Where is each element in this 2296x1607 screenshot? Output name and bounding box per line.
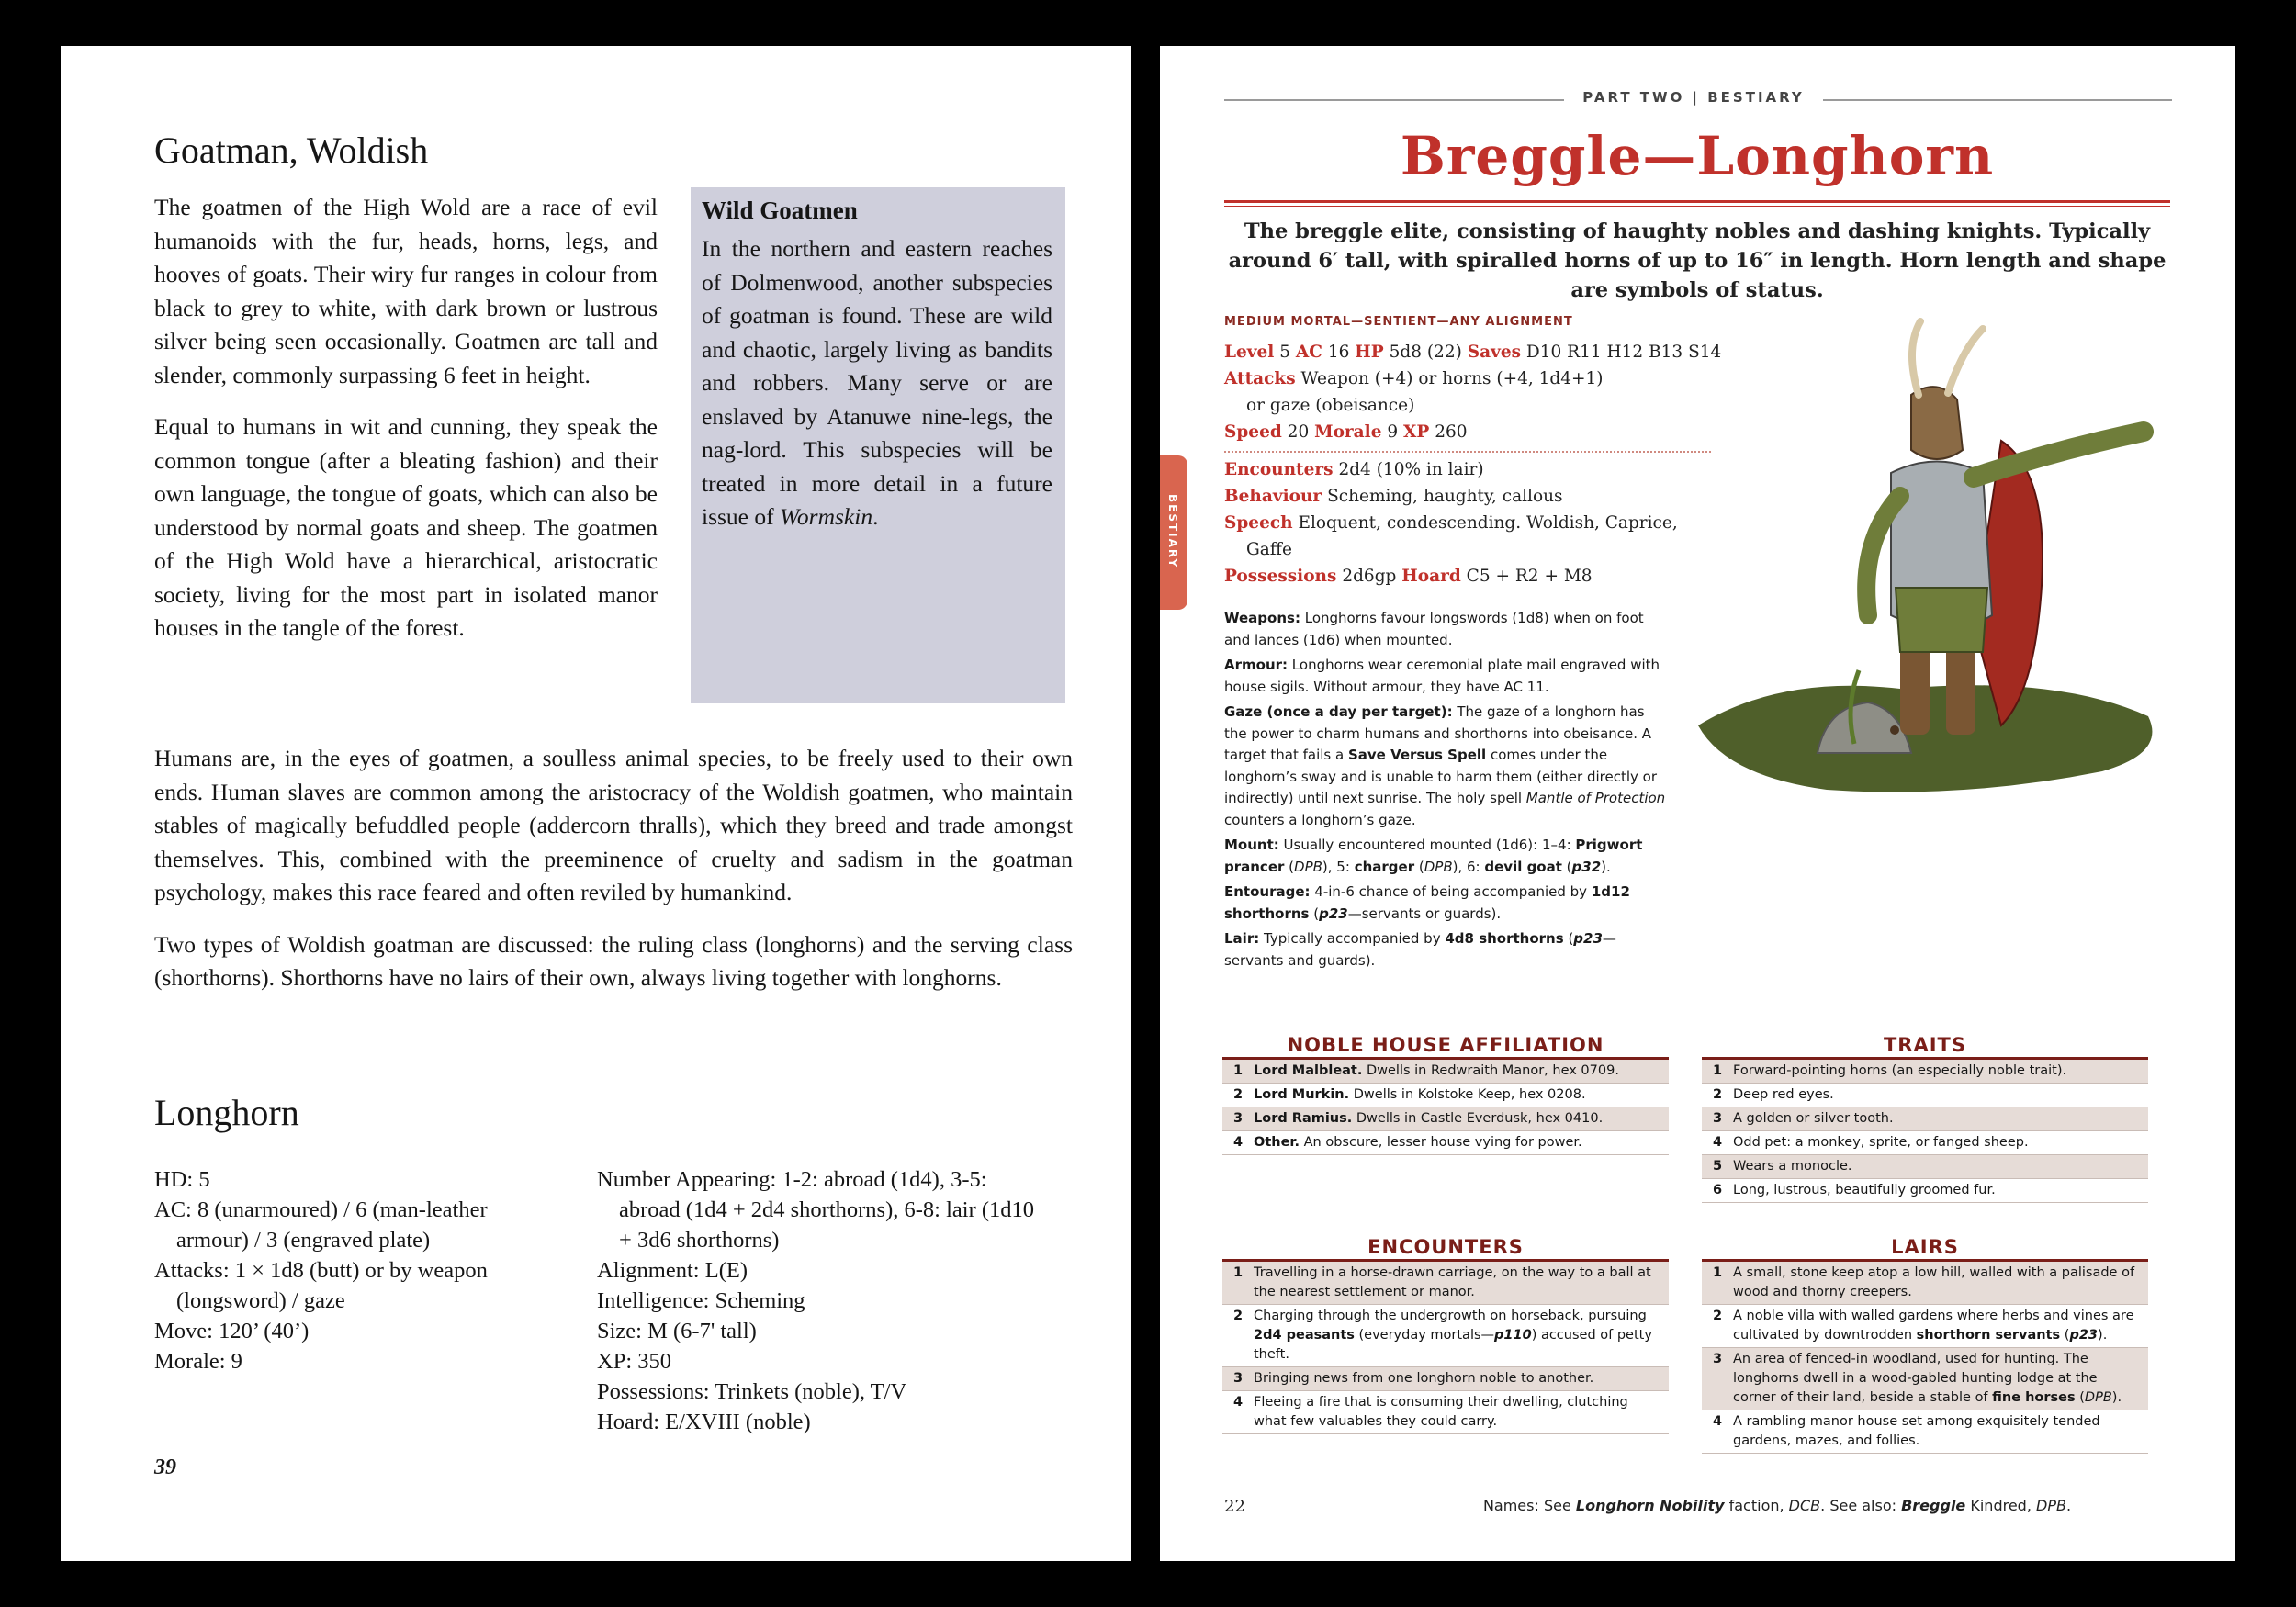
ability-entourage: Entourage: 4-in-6 chance of being accompanied by 1d12 shorthorns (p23—servants or guards). [1224,883,1630,922]
tab-label: BESTIARY [1166,494,1179,569]
paragraph: Humans are, in the eyes of goatmen, a soulless animal species, to be freely used to their own ends. Human slaves are common among the aristocracy of the Woldish goatmen, who maintain stables of magically befuddled people (addercorn thralls), which they breed and trade amongst themselves. This, combined with the preeminence of cruelty and sadism in the goatman psychology, makes this race feared and often reviled by humankind. [154,745,1073,905]
sidebar-title: Wild Goatmen [702,197,858,224]
row-number: 1 [1712,1063,1723,1078]
row-bold: Other. [1254,1135,1300,1150]
ability-bold: 1d12 shorthorns [1224,883,1630,922]
row-text [1254,1307,1669,1365]
table-row [1702,1060,2148,1084]
footer-text: faction, [1724,1497,1789,1514]
table-row [1222,1305,1669,1367]
stat-line: Alignment: L(E) [597,1258,748,1283]
row-italic: DPB [2084,1390,2112,1405]
ability-mount: Mount: Usually encountered mounted (1d6): 1–4: Prigwort prancer (DPB), 5: charger (DPB), 6: devil goat (p32). [1224,837,1643,875]
ability-italic: DPB [1424,858,1453,875]
stat-key: Encounters [1224,460,1334,479]
table-row [1222,1391,1669,1434]
title-rule-thin [1224,206,2170,207]
stat-key: Morale [1314,422,1382,442]
row-number: 2 [1232,1309,1244,1323]
row-text: Forward-pointing horns (an especially noble trait). [1733,1063,2067,1078]
row-bold: shorthorn servants [1916,1328,2061,1343]
stat-value: C5 + R2 + M8 [1466,567,1593,586]
sidebar-text [702,232,1052,534]
row-text: A rambling manor house set among exquisitely tended gardens, mazes, and follies. [1733,1414,2100,1448]
row-body: Dwells in Kolstoke Keep, hex 0208. [1349,1087,1586,1102]
footer-ref: DCB [1788,1497,1821,1514]
ability-text: ), 6: [1452,858,1485,875]
footer-text: . See also: [1820,1497,1902,1514]
ability-bold: 4d8 shorthorns [1445,930,1564,947]
stat-line-level [1224,339,1729,365]
page-number: 22 [1224,1497,1245,1516]
stat-value: 260 [1435,422,1468,442]
stat-key: Attacks [1224,369,1296,388]
header-rule-left [1224,99,1564,101]
stat-key: Speech [1224,513,1293,533]
stat-line-speed [1224,419,1729,445]
ability-weapons [1224,608,1667,651]
lairs-table [1702,1236,2148,1454]
ability-key: Weapons: [1224,610,1300,626]
row-text: Fleeing a fire that is consuming their dwelling, clutching what few valuables they could carry. [1254,1395,1628,1429]
stat-value: Eloquent, condescending. Woldish, Caprice, [1298,513,1678,533]
paragraph: The goatmen of the High Wold are a race of evil humanoids with the fur, heads, horns, legs, and hooves of goats. Their wiry fur ranges in colour from black to grey to white, with dark brown or lustrous silver being seen occasionally. Goatmen are tall and slender, commonly surpassing 6 feet in height. [154,194,658,388]
row-number: 1 [1232,1063,1244,1078]
row-body: An obscure, lesser house vying for power. [1300,1135,1582,1150]
wide-text [154,742,1073,1014]
row-text: Travelling in a horse-drawn carriage, on the way to a ball at the nearest settlement or manor. [1254,1265,1651,1299]
stat-value: 16 [1327,343,1350,362]
row-number: 3 [1232,1371,1244,1386]
stat-line-encounters [1224,456,1729,483]
table-row [1702,1410,2148,1454]
table-row [1222,1084,1669,1107]
ability-text: Typically accompanied by [1259,930,1446,947]
ability-key: Mount: [1224,837,1279,853]
row-text [1254,1109,1669,1129]
stat-line-speech-cont: Gaffe [1246,540,1292,559]
row-bold: fine horses [1992,1390,2076,1405]
ability-text: 4-in-6 chance of being accompanied by [1310,883,1592,900]
row-text: Odd pet: a monkey, sprite, or fanged sheep. [1733,1135,2029,1150]
footer-ref: Longhorn Nobility [1575,1497,1725,1514]
table-row [1702,1262,2148,1305]
page-number: 39 [154,1455,176,1479]
row-bold: Lord Murkin. [1254,1087,1350,1102]
row-number: 5 [1712,1159,1723,1174]
row-text: An area of fenced-in woodland, used for hunting. The longhorns dwell in a wood-gabled hunting lodge at the corner of their land, beside a stable of fine horses (DPB). [1733,1352,2122,1405]
stat-line-attacks-cont: or gaze (obeisance) [1246,396,1415,415]
stat-value: 20 [1287,422,1310,442]
ability-text: Longhorns favour longswords (1d8) when on foot and lances (1d6) when mounted. [1224,610,1644,648]
ability-text: Longhorns wear ceremonial plate mail engraved with house sigils. Without armour, they have AC 11. [1224,657,1660,695]
row-number: 2 [1712,1309,1723,1323]
stat-key: Speed [1224,422,1282,442]
wild-goatmen-sidebar [691,187,1065,703]
row-text: A golden or silver tooth. [1733,1111,1894,1126]
stat-key: Behaviour [1224,487,1322,506]
table-row [1702,1084,2148,1107]
ability-bold: devil goat [1484,858,1562,875]
row-body: (everyday mortals— [1354,1328,1495,1343]
stat-line: AC: 8 (unarmoured) / 6 (man-leather armour) / 3 (engraved plate) [154,1197,488,1253]
left-page [61,46,1131,1561]
ability-text: The gaze of a longhorn has the power to charm humans and shorthorns into obeisance. A target that fails a [1224,703,1652,763]
stat-key: XP [1403,422,1430,442]
ability-text: — servants and guards). [1224,930,1616,969]
table-row [1702,1348,2148,1410]
ability-italic: Mantle of Protection [1525,790,1666,806]
table-title: ENCOUNTERS [1222,1236,1669,1262]
stat-line: Attacks: 1 × 1d8 (butt) or by weapon (longsword) / gaze [154,1258,488,1313]
table-title: TRAITS [1702,1034,2148,1060]
intro-text [154,191,658,664]
row-number: 3 [1712,1111,1723,1126]
stat-line-speech [1224,510,1729,536]
row-bold: Lord Ramius. [1254,1111,1353,1126]
traits-table [1702,1034,2148,1203]
encounters-table [1222,1236,1669,1434]
title-rule [1224,200,2170,203]
stat-block [1224,309,1729,590]
row-body: ) accused of petty theft. [1254,1328,1652,1362]
stat-line: Intelligence: Scheming [597,1288,805,1313]
table-row [1222,1262,1669,1305]
stat-value: 2d6gp [1342,567,1397,586]
stat-line: Hoard: E/XVIII (noble) [597,1410,811,1434]
ability-bold: Save Versus Spell [1347,747,1487,763]
stats-column-right [597,1164,1038,1437]
ability-key: Gaze (once a day per target): [1224,703,1453,720]
row-body: Dwells in Redwraith Manor, hex 0709. [1362,1063,1619,1078]
row-text: A small, stone keep atop a low hill, walled with a palisade of wood and thorny creepers. [1733,1265,2135,1299]
row-bold: Lord Malbleat. [1254,1063,1363,1078]
breggle-illustration [1671,312,2185,1028]
stat-line: Possessions: Trinkets (noble), T/V [597,1379,907,1404]
table-row [1222,1367,1669,1391]
monster-title: Breggle—Longhorn [1400,125,1995,187]
table-row [1222,1107,1669,1131]
footer-note [1401,1497,2154,1514]
footer-text: Kindred, [1965,1497,2036,1514]
row-text: Long, lustrous, beautifully groomed fur. [1733,1183,1996,1197]
ability-text: counters a longhorn’s gaze. [1224,811,1416,828]
stat-key: AC [1295,343,1322,362]
stat-line-possessions [1224,563,1729,590]
stat-value: 5d8 (22) [1389,343,1462,362]
row-number: 4 [1232,1135,1244,1150]
stat-line: HD: 5 [154,1167,210,1192]
sidebar-body: In the northern and eastern reaches of Dolmenwood, another subspecies of goatman is found. These are wild and chaotic, largely living as bandits and robbers. Many serve or are enslaved by Atanuwe nine-legs, the nag-lord. This subspecies will be treated in more detail in a future issue of [702,235,1052,530]
row-body: An area of fenced-in woodland, used for hunting. The longhorns dwell in a wood-gabled hunting lodge at the corner of their land, beside a stable of [1733,1352,2098,1405]
row-text: Wears a monocle. [1733,1159,1852,1174]
bestiary-tab[interactable] [1160,455,1187,610]
row-number: 4 [1712,1135,1723,1150]
row-body: Charging through the undergrowth on horseback, pursuing [1254,1309,1647,1323]
row-number: 3 [1232,1111,1244,1126]
table-title: LAIRS [1702,1236,2148,1262]
table-row [1702,1131,2148,1155]
row-text [1254,1062,1669,1081]
stat-key: Possessions [1224,567,1337,586]
stat-value: Weapon (+4) or horns (+4, 1d4+1) [1300,369,1604,388]
ability-italic: p23 [1319,905,1348,922]
running-head: PART TWO | BESTIARY [1582,89,1805,106]
row-italic: p110 [1494,1328,1532,1343]
row-body: Dwells in Castle Everdusk, hex 0410. [1352,1111,1604,1126]
sidebar-em: Wormskin [780,503,873,530]
row-number: 3 [1712,1352,1723,1366]
table-row [1222,1131,1669,1155]
stat-key: Saves [1467,343,1522,362]
stat-key: Level [1224,343,1275,362]
ability-text: comes under the longhorn’s sway and is unable to harm them (either directly or indirectly) until next sunrise. The holy spell [1224,747,1658,806]
noble-house-table [1222,1034,1669,1155]
stat-line-behaviour [1224,483,1729,510]
ability-bold: Prigwort prancer [1224,837,1643,875]
ability-italic: p32 [1571,858,1602,875]
monster-intro: The breggle elite, consisting of haughty nobles and dashing knights. Typically around 6′ tall, with spiralled horns of up to 16″ in length. Horn length and shape are symbols of status. [1228,219,2167,302]
ability-italic: p23 [1573,930,1603,947]
row-number: 4 [1232,1395,1244,1410]
stat-value: 5 [1279,343,1290,362]
footer-text: Names: See [1482,1497,1576,1514]
table-row [1702,1305,2148,1348]
stat-value: D10 R11 H12 B13 S14 [1525,343,1722,362]
ability-italic: DPB [1294,858,1322,875]
ability-gaze [1224,702,1667,831]
row-bold: 2d4 peasants [1254,1328,1355,1343]
special-abilities [1224,608,1667,975]
ability-armour [1224,655,1667,698]
stat-value: Scheming, haughty, callous [1327,487,1563,506]
section-heading: Goatman, Woldish [154,129,429,171]
ability-text: —servants or guards). [1347,905,1502,922]
row-number: 6 [1712,1183,1723,1197]
footer-ref: DPB [2036,1497,2066,1514]
subsection-heading: Longhorn [154,1092,299,1133]
dotted-divider [1224,451,1711,453]
ability-key: Entourage: [1224,883,1311,900]
ability-bold: charger [1354,858,1415,875]
stat-value: 9 [1387,422,1399,442]
footer-ref: Breggle [1901,1497,1966,1514]
ability-text: ), 5: [1322,858,1355,875]
table-row [1702,1155,2148,1179]
stat-value: 2d4 (10% in lair) [1338,460,1484,479]
stat-line: Number Appearing: 1-2: abroad (1d4), 3-5: abroad (1d4 + 2d4 shorthorns), 6-8: lair (1d10 + 3d6 shorthorns) [597,1167,1035,1253]
right-page [1160,46,2235,1561]
ability-lair: Lair: Typically accompanied by 4d8 shorthorns (p23— servants and guards). [1224,930,1616,969]
header-rule-right [1823,99,2172,101]
stat-line: Size: M (6-7' tall) [597,1319,757,1343]
ability-key: Armour: [1224,657,1289,673]
sidebar-end: . [872,503,879,530]
stat-key: HP [1355,343,1384,362]
row-body: A noble villa with walled gardens where herbs and vines are cultivated by downtrodden [1733,1309,2134,1343]
row-text: Deep red eyes. [1733,1087,1834,1102]
row-text [1254,1085,1669,1105]
stats-column-left [154,1164,549,1377]
row-body: ). [2111,1390,2122,1405]
row-text: Bringing news from one longhorn noble to another. [1254,1371,1594,1386]
table-title: NOBLE HOUSE AFFILIATION [1222,1034,1669,1060]
stat-line: Move: 120’ (40’) [154,1319,310,1343]
paragraph: Equal to humans in wit and cunning, they speak the common tongue (after a bleating fashion) and their own language, the tongue of goats, which can also be understood by normal goats and sheep. The goatmen of the High Wold have a hierarchical, aristocratic society, living for the most part in isolated manor houses in the tangle of the forest. [154,413,658,641]
row-number: 4 [1712,1414,1723,1429]
stat-key: Hoard [1401,567,1461,586]
table-row [1702,1179,2148,1203]
footer-text: . [2065,1497,2072,1514]
ability-text: Usually encountered mounted (1d6): 1–4: [1278,837,1576,853]
row-text: A noble villa with walled gardens where herbs and vines are cultivated by downtrodden shorthorn servants (p23). [1733,1309,2134,1343]
table-row [1222,1060,1669,1084]
row-number: 1 [1712,1265,1723,1280]
stat-line: XP: 350 [597,1349,672,1374]
row-text [1254,1133,1669,1152]
paragraph: Two types of Woldish goatman are discussed: the ruling class (longhorns) and the serving class (shorthorns). Shorthorns have no lairs of their own, always living together with longhorns. [154,930,1073,991]
row-italic: p23 [2069,1328,2099,1343]
table-row [1702,1107,2148,1131]
row-number: 1 [1232,1265,1244,1280]
row-number: 2 [1712,1087,1723,1102]
ability-key: Lair: [1224,930,1260,947]
stat-line: Morale: 9 [154,1349,242,1374]
creature-kind: MEDIUM MORTAL—SENTIENT—ANY ALIGNMENT [1224,315,1573,329]
row-body: ). [2098,1328,2108,1343]
stat-line-attacks [1224,365,1729,392]
row-number: 2 [1232,1087,1244,1102]
